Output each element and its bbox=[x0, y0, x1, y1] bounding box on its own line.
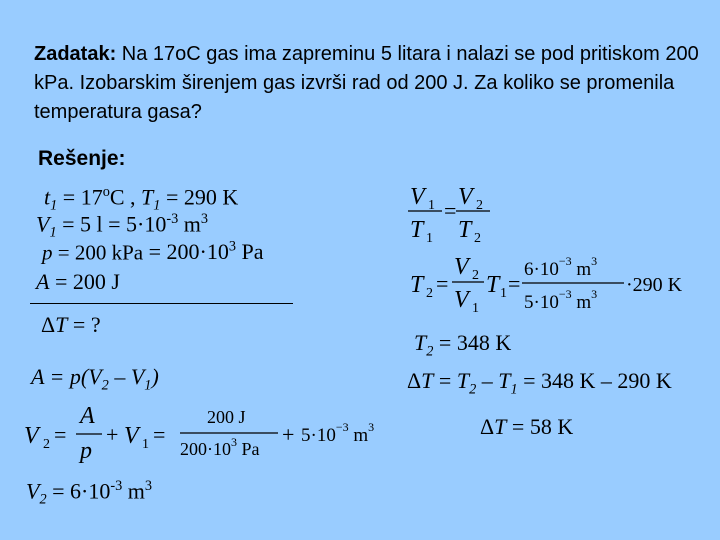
svg-text:T: T bbox=[410, 272, 424, 298]
svg-text:V: V bbox=[454, 254, 469, 280]
svg-text:2: 2 bbox=[43, 437, 50, 452]
svg-text:=: = bbox=[444, 198, 457, 223]
svg-text:V: V bbox=[24, 423, 39, 449]
svg-text:V: V bbox=[124, 423, 139, 449]
svg-text:6·10−3 m3: $6\cdot 10^{-3}$ $m^3$ bbox=[524, 254, 598, 280]
svg-text:V: V bbox=[458, 184, 473, 210]
svg-text:A: A bbox=[80, 403, 95, 429]
svg-text:p: p bbox=[80, 438, 92, 464]
svg-text:2: 2 bbox=[426, 286, 433, 301]
svg-text:1: 1 bbox=[426, 231, 433, 246]
svg-text:=: = bbox=[436, 271, 449, 296]
delta-t-result: ΔT = 58 K bbox=[480, 414, 574, 439]
svg-text:2: 2 bbox=[472, 268, 479, 283]
t2-formula bbox=[404, 252, 704, 318]
task-statement bbox=[34, 40, 714, 127]
svg-text:1: 1 bbox=[142, 437, 149, 452]
svg-text:=: = bbox=[153, 422, 166, 447]
svg-text:2: 2 bbox=[476, 198, 483, 213]
svg-text:+: + bbox=[106, 422, 119, 447]
given-t1: $t_1 = 17^oC$ , $T_1 = 290$ K bbox=[44, 184, 239, 214]
task-label: Zadatak: bbox=[34, 43, 117, 65]
svg-text:1: 1 bbox=[500, 286, 507, 301]
v2-formula bbox=[20, 398, 390, 468]
given-v1: $V_1 = 5$ $l = 5\cdot 10^{-3}$ $m^3$ bbox=[36, 211, 209, 241]
task-text: Na 17oC gas ima zapreminu 5 litara i nalazi se pod pritiskom 200 kPa. Izobarskim širenjem gas izvrši rad od 200 J. Za koliko se promenila temperatura gasa? bbox=[34, 43, 699, 123]
svg-text:·290 K: ·290 K bbox=[626, 274, 683, 296]
svg-text:T: T bbox=[410, 217, 424, 243]
given-a: A = 200 J bbox=[36, 269, 120, 294]
solution-heading: Rešenje: bbox=[38, 147, 126, 170]
svg-text:2: 2 bbox=[474, 231, 481, 246]
svg-text:1: 1 bbox=[472, 301, 479, 316]
svg-text:5·10−3 m3: $5\cdot 10^{-3}$ $m^3$ bbox=[524, 287, 598, 313]
svg-text:+: + bbox=[282, 422, 295, 447]
svg-text:5·10−3 m3: $5\cdot 10^{-3}$ $m^3$ bbox=[301, 420, 375, 446]
t2-result: $T_2 = 348$ K bbox=[414, 330, 512, 360]
ratio-formula bbox=[404, 180, 494, 246]
given-p: p = 200 kPa = $200\cdot 10^3$ Pa bbox=[42, 239, 264, 265]
svg-text:V: V bbox=[410, 184, 425, 210]
svg-text:=: = bbox=[508, 271, 521, 296]
svg-text:200·103 Pa: $200\cdot 10^3$ Pa bbox=[180, 435, 260, 459]
svg-text:T: T bbox=[458, 217, 472, 243]
svg-text:=: = bbox=[54, 422, 67, 447]
delta-t-calculation: $\Delta T = T_2 - T_1 = 348$ K – 290 K bbox=[407, 368, 672, 398]
svg-text:200 J: 200 J bbox=[207, 407, 246, 427]
unknown-delta-t: ΔT = ? bbox=[41, 312, 101, 337]
work-equation: $A = p(V_2 - V_1)$ bbox=[31, 364, 159, 394]
v2-result: $V_2 = 6\cdot 10^{-3}$ $m^3$ bbox=[26, 478, 153, 508]
svg-text:T: T bbox=[486, 272, 500, 298]
svg-text:V: V bbox=[454, 287, 469, 313]
svg-text:1: 1 bbox=[428, 198, 435, 213]
divider-line bbox=[30, 303, 293, 304]
